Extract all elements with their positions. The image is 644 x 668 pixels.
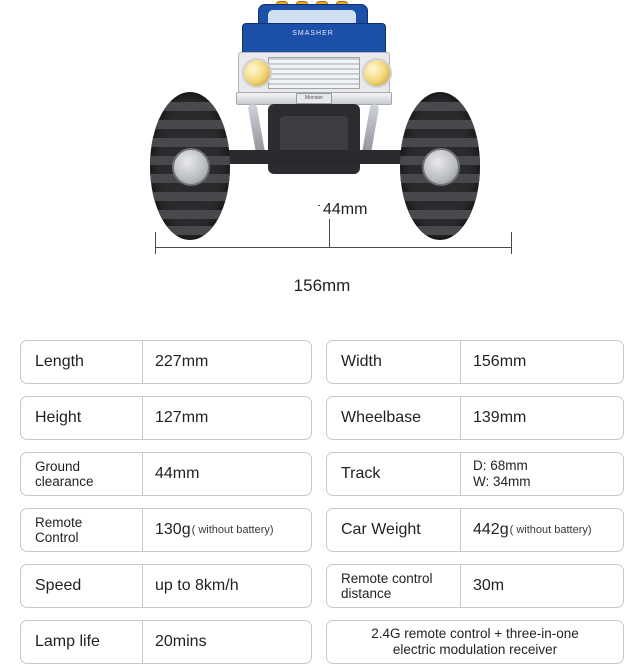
- spec-value-main: 130g: [155, 521, 191, 538]
- spec-value: up to 8km/h: [155, 577, 239, 594]
- spec-label: Length: [21, 341, 143, 383]
- spec-label-line1: Ground: [35, 459, 81, 474]
- spec-label: Height: [21, 397, 143, 439]
- truck-axle: [210, 150, 420, 164]
- spec-label-line2: clearance: [35, 474, 94, 489]
- spec-value-line2: W: 34mm: [473, 474, 531, 489]
- spec-value-note: ( without battery): [191, 524, 274, 536]
- spec-row-speed: [20, 564, 312, 608]
- spec-label: Wheelbase: [327, 397, 461, 439]
- spec-label: [327, 565, 461, 607]
- spec-label: Track: [327, 453, 461, 495]
- headlight-right-icon: [362, 58, 392, 88]
- spec-value: [327, 626, 623, 658]
- wheel-hub-right: [422, 148, 460, 186]
- specs-column-right: [326, 340, 624, 664]
- spec-value: [461, 453, 623, 495]
- spec-row-ground-clearance: [20, 452, 312, 496]
- spec-value-line1: D: 68mm: [473, 458, 528, 473]
- spec-label-line2: distance: [341, 586, 392, 601]
- spec-value: 20mins: [155, 633, 207, 650]
- spec-value: 139mm: [473, 409, 527, 426]
- product-image: [0, 0, 644, 320]
- spec-label-line1: Remote: [35, 515, 83, 530]
- spec-value-note: ( without battery): [509, 524, 592, 536]
- receiver-text-line2: electric modulation receiver: [392, 642, 558, 657]
- spec-row-length: [20, 340, 312, 384]
- spec-row-receiver: [326, 620, 624, 664]
- spec-label: [21, 453, 143, 495]
- spec-row-remote-control-distance: [326, 564, 624, 608]
- headlight-left-icon: [242, 58, 272, 88]
- spec-value: 227mm: [155, 353, 209, 370]
- receiver-text-line1: 2.4G remote control + three-in-one: [371, 626, 579, 641]
- spec-label-line1: Remote control: [341, 571, 433, 586]
- specs-column-left: [20, 340, 312, 664]
- spec-row-width: [326, 340, 624, 384]
- truck-model-name: SMASHER: [292, 30, 334, 37]
- spec-row-car-weight: [326, 508, 624, 552]
- shock-absorber-right: [362, 104, 380, 157]
- wheel-hub-left: [172, 148, 210, 186]
- spec-row-wheelbase: [326, 396, 624, 440]
- spec-label-line2: Control: [35, 530, 79, 545]
- width-line-cap-right: [511, 232, 512, 254]
- spec-value: 127mm: [155, 409, 209, 426]
- width-line-cap-left: [155, 232, 156, 254]
- spec-row-lamp-life: [20, 620, 312, 664]
- spec-value: 156mm: [473, 353, 527, 370]
- spec-label: Lamp life: [21, 621, 143, 663]
- ground-clearance-callout: 44mm: [320, 201, 370, 219]
- truck-grille-mesh: [268, 57, 360, 89]
- width-dimension-line: [155, 247, 512, 248]
- spec-label: [21, 509, 143, 551]
- spec-value: [461, 509, 623, 551]
- spec-label: Width: [327, 341, 461, 383]
- spec-row-remote-control-weight: [20, 508, 312, 552]
- spec-row-height: [20, 396, 312, 440]
- monster-truck-illustration: [150, 0, 480, 245]
- spec-value: 44mm: [155, 465, 200, 482]
- width-callout: 156mm: [293, 276, 351, 295]
- license-plate: Monster: [296, 93, 332, 104]
- spec-value: 30m: [473, 577, 505, 594]
- spec-row-track: [326, 452, 624, 496]
- spec-value: [143, 509, 311, 551]
- shock-absorber-left: [248, 104, 266, 157]
- spec-label: Speed: [21, 565, 143, 607]
- spec-label: Car Weight: [327, 509, 461, 551]
- specifications-table: [0, 340, 644, 664]
- spec-value-main: 442g: [473, 521, 509, 538]
